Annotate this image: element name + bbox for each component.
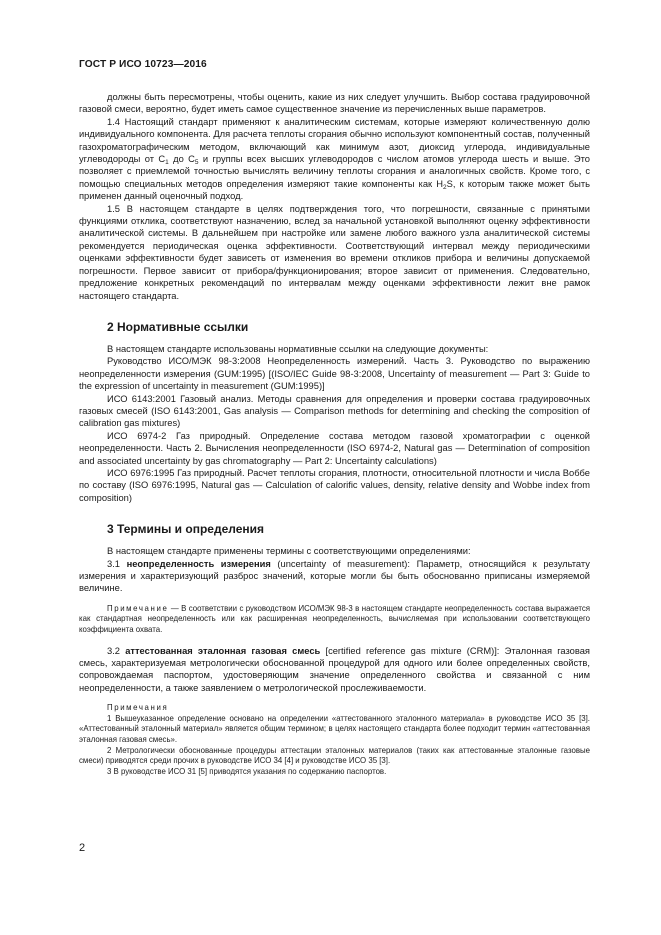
section-2-title: 2 Нормативные ссылки xyxy=(107,319,249,334)
paragraph-continuation: должны быть пересмотрены, чтобы оценить, какие из них следует улучшить. Выбор состава градуировочной газовой смеси, вероятно, будет иметь самое существенное значение из перечисленных выше параметров. xyxy=(79,92,590,115)
term-number: 3.2 xyxy=(107,645,126,656)
note-item: 2 Метрологически обоснованные процедуры аттестации эталонных материалов (таких как аттестованные эталонные газовые смеси) приводятся среди прочих в руководстве ИСО 34 [4] и руководстве ИСО 35 [3]. xyxy=(79,745,590,766)
note-item: 1 Вышеуказанное определение основано на определении «аттестованного эталонного материала» в руководстве ИСО 35 [3]. «Аттестованный эталонный материал» является общим термином; в целях настоящего стандарта более подходит термин «аттестованная эталонная газовая смесь». xyxy=(79,713,590,744)
page-number: 2 xyxy=(79,842,86,854)
text-run: и группы всех высших углеводородов с числом атомов углерода шесть и выше. Это позволяет с приемлемой точностью вычислять величину теплоты сгорания и аналогичных свойств. Кроме того, с помощью специальных методов определения измеряют такие компоненты как H xyxy=(79,154,590,189)
reference-item: ИСО 6974-2 Газ природный. Определение состава методом газовой хроматографии с оценкой неопределенности. Часть 2. Вычисления неопределенности (ISO 6974-2, Natural gas — Determination of composition and associated uncertainty by gas chromatography — Part 2: Uncertainty calculations) xyxy=(79,430,590,466)
term-3-1 xyxy=(79,558,590,595)
note-label: Примечание xyxy=(107,603,169,613)
term-name: аттестованная эталонная газовая смесь xyxy=(125,645,321,656)
term-3-2 xyxy=(79,645,590,695)
text-run: до C xyxy=(168,154,195,165)
reference-item: ИСО 6976:1995 Газ природный. Расчет теплоты сгорания, плотности, относительной плотности и числа Воббе по составу (ISO 6976:1995, Natural gas — Calculation of calorific values, density, relative density and Wobbe index from composition) xyxy=(79,467,590,503)
term-definition: [certified reference gas mixture (CRM)]: Эталонная газовая смесь, характеризуемая метрологически обоснованной процедурой для одного или более определенных свойств, сопровождаемая паспортом, удостоверяющим значение определенного свойства и связанной с ним неопределенности, а также заявлением о метрологической прослеживаемости. xyxy=(79,645,590,693)
note-text xyxy=(79,604,590,636)
paragraph-1-5: 1.5 В настоящем стандарте в целях подтверждения того, что погрешности, связанные с принятыми функциями отклика, соответствуют назначению, вслед за начальной установкой выполняют оценку эффективности аналитической системы. В дальнейшем при настройке или замене любого важного узла аналитической системы рекомендуется периодическая оценка эффективности. Соответствующий интервал между периодическими оценками эффективности будет зависеть от изменения во времени откликов прибора и величины допускаемой погрешности. Первое зависит от прибора/функционирования; второе зависит от применения. Следовательно, предложение конкретных рекомендаций по интервалам между оценками эффективности лежит вне рамок настоящего стандарта. xyxy=(79,203,590,301)
term-definition: (uncertainty of measurement): Параметр, относящийся к результату измерения и характеризующий разброс значений, которые могли бы быть обоснованно приписаны измеряемой величине. xyxy=(79,558,590,594)
section-3-lead: В настоящем стандарте применены термины с соответствующими определениями: xyxy=(107,546,471,557)
subscript: 1 xyxy=(165,159,169,167)
paragraph-1-4 xyxy=(79,116,590,203)
note-body: — В соответствии с руководством ИСО/МЭК 98-3 в настоящем стандарте неопределенность состава выражается как стандартная неопределенность или как расширенная неопределенность, вычисляемая при использовании соответствующего коэффициента охвата. xyxy=(79,603,590,634)
text-run: 1.4 Настоящий стандарт применяют к аналитическим системам, которые измеряют количественную долю индивидуального компонента. Для расчета теплоты сгорания обычно используют компонентный состав, полученный газохроматографическим методом, включающий как минимум азот, диоксид углерода, индивидуальные углеводороды от C xyxy=(79,116,590,165)
subscript: 2 xyxy=(442,183,447,191)
page-content xyxy=(79,91,590,777)
reference-item: Руководство ИСО/МЭК 98-3:2008 Неопределенность измерений. Часть 3. Руководство по выражению неопределенности измерения (GUM:1995) [(ISO/IEC Guide 98-3:2008, Uncertainty of measurement — Part 3: Guide to the expression of uncertainty in measurement (GUM:1995)] xyxy=(79,356,590,392)
reference-item: ИСО 6143:2001 Газовый анализ. Методы сравнения для определения и проверки состава градуировочных газовых смесей (ISO 6143:2001, Gas analysis — Comparison methods for determining and checking the composition of calibration gas mixtures) xyxy=(79,393,590,429)
section-3-title: 3 Термины и определения xyxy=(107,522,265,537)
subscript: 5 xyxy=(194,159,199,167)
term-name: неопределенность измерения xyxy=(126,558,271,569)
notes-label: Примечания xyxy=(107,703,169,713)
section-2-lead: В настоящем стандарте использованы нормативные ссылки на следующие документы: xyxy=(107,343,489,354)
note-item: 3 В руководстве ИСО 31 [5] приводятся указания по содержанию паспортов. xyxy=(107,766,387,776)
note-3-1 xyxy=(79,604,590,636)
document-header: ГОСТ Р ИСО 10723—2016 xyxy=(79,59,207,70)
term-number: 3.1 xyxy=(107,558,127,569)
text-run: S, к которым также может быть применен данный оценочный подход. xyxy=(79,178,590,202)
